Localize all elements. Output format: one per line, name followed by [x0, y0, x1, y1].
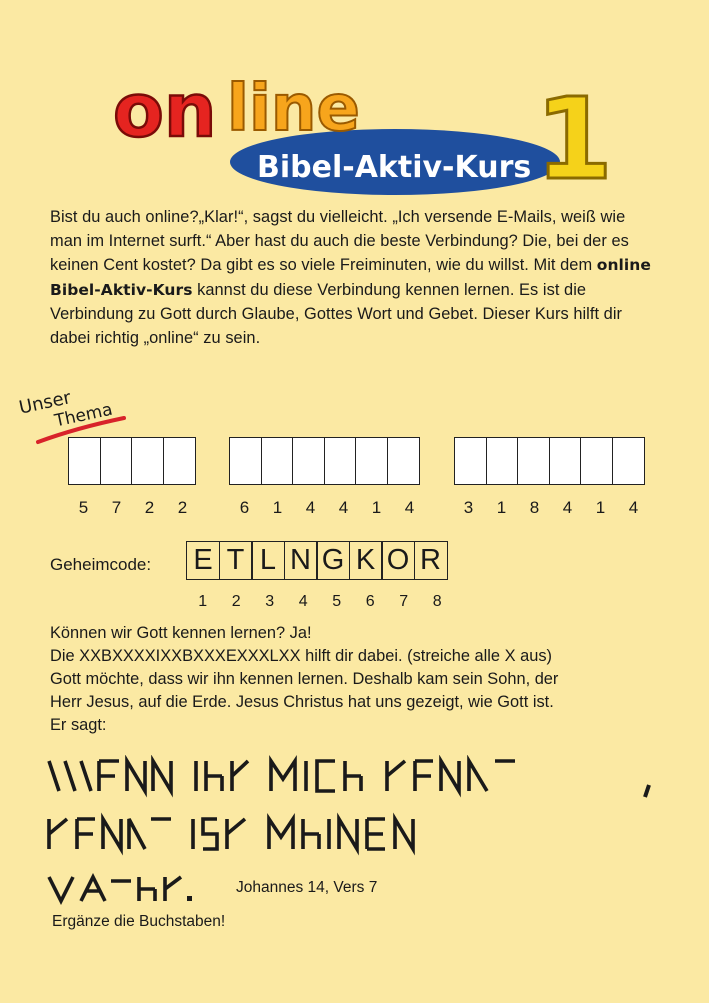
answer-boxes-word-1[interactable]	[68, 437, 194, 485]
puzzle-word-1	[49, 761, 171, 791]
logo-word-on: on	[113, 68, 217, 154]
answer-number: 8	[529, 498, 540, 517]
puzzle-word-7	[269, 819, 413, 849]
answer-number: 2	[177, 498, 188, 517]
intro-paragraph	[50, 205, 660, 350]
body-line: Gott möchte, dass wir ihn kennen lernen. Deshalb kam sein Sohn, der	[50, 670, 559, 688]
code-letter: L	[251, 541, 285, 580]
puzzle-word-2	[196, 761, 248, 791]
puzzle-word-3	[271, 761, 361, 791]
secret-code-numbers	[186, 593, 454, 611]
thema-word-thema: Thema	[52, 399, 115, 432]
task-instruction: Ergänze die Buchstaben!	[52, 913, 226, 930]
bible-reference: Johannes 14, Vers 7	[236, 879, 378, 896]
answer-box[interactable]	[387, 437, 420, 485]
intro-text-after: kannst du diese Verbindung kennen lernen. Es ist die Verbindung zu Gott durch Glaube, Gottes Wort und Gebet. Dieser Kurs hilft dir dabei richtig „online“ zu sein.	[50, 280, 623, 348]
intro-course-name: online Bibel-Aktiv-Kurs	[50, 256, 651, 299]
code-letter: N	[284, 541, 318, 580]
logo-graphic	[105, 58, 625, 198]
answer-numbers-word-1	[67, 498, 199, 518]
answer-number: 7	[111, 498, 122, 517]
code-number: 7	[399, 593, 409, 610]
code-letter: K	[349, 541, 383, 580]
puzzle-comma	[645, 785, 649, 797]
code-number: 2	[231, 593, 241, 610]
puzzle-word-6	[193, 819, 245, 849]
body-line: Die XXBXXXXIXXBXXXEXXXLXX hilft dir dabei. (streiche alle X aus)	[50, 647, 552, 665]
answer-boxes-word-3[interactable]	[454, 437, 643, 485]
answer-number: 4	[338, 498, 349, 517]
answer-number: 4	[562, 498, 573, 517]
body-line: Er sagt:	[50, 716, 107, 734]
answer-box[interactable]	[131, 437, 164, 485]
puzzle-word-4	[387, 761, 515, 791]
answer-box[interactable]	[517, 437, 550, 485]
answer-box[interactable]	[292, 437, 325, 485]
secret-code-letters	[186, 541, 446, 580]
code-letter: O	[381, 541, 415, 580]
answer-number: 1	[272, 498, 283, 517]
body-line: Können wir Gott kennen lernen? Ja!	[50, 624, 312, 642]
logo-word-line: line	[227, 72, 360, 146]
answer-numbers-word-3	[452, 498, 650, 518]
answer-box[interactable]	[229, 437, 262, 485]
secret-code-label: Geheimcode:	[50, 555, 152, 574]
puzzle-word-5	[49, 819, 171, 849]
answer-box[interactable]	[486, 437, 519, 485]
code-number: 6	[365, 593, 375, 610]
body-paragraph	[50, 622, 662, 737]
code-number: 3	[265, 593, 275, 610]
logo-number: 1	[535, 75, 613, 198]
answer-box[interactable]	[100, 437, 133, 485]
body-line: Herr Jesus, auf die Erde. Jesus Christus hat uns gezeigt, wie Gott ist.	[50, 693, 554, 711]
course-logo	[105, 58, 625, 198]
answer-box[interactable]	[454, 437, 487, 485]
answer-number: 5	[78, 498, 89, 517]
answer-box[interactable]	[549, 437, 582, 485]
answer-box[interactable]	[324, 437, 357, 485]
code-letter: G	[316, 541, 350, 580]
answer-box[interactable]	[261, 437, 294, 485]
answer-number: 1	[496, 498, 507, 517]
answer-number: 1	[595, 498, 606, 517]
answer-box[interactable]	[355, 437, 388, 485]
code-letter: R	[414, 541, 448, 580]
answer-box[interactable]	[580, 437, 613, 485]
answer-number: 4	[628, 498, 639, 517]
code-number: 4	[298, 593, 308, 610]
logo-subtitle: Bibel-Aktiv-Kurs	[257, 150, 532, 185]
answer-number: 6	[239, 498, 250, 517]
code-number: 5	[332, 593, 342, 610]
answer-boxes-word-2[interactable]	[229, 437, 418, 485]
answer-number: 4	[404, 498, 415, 517]
answer-box[interactable]	[612, 437, 645, 485]
answer-number: 1	[371, 498, 382, 517]
answer-numbers-word-2	[228, 498, 426, 518]
answer-box[interactable]	[68, 437, 101, 485]
answer-box[interactable]	[163, 437, 196, 485]
code-number: 1	[198, 593, 208, 610]
code-letter: E	[186, 541, 220, 580]
intro-text-before: Bist du auch online?„Klar!“, sagst du vielleicht. „Ich versende E-Mails, weiß wie man im Internet surft.“ Aber hast du auch die beste Verbindung? Die, bei der es keinen Cent kostet? Da gibt es so viele Freiminuten, wie du willst. Mit dem	[50, 208, 629, 275]
puzzle-period	[187, 896, 192, 901]
code-letter: T	[219, 541, 253, 580]
answer-number: 2	[144, 498, 155, 517]
thema-word-unser: Unser	[17, 387, 73, 419]
answer-number: 3	[463, 498, 474, 517]
puzzle-word-8	[49, 877, 181, 901]
code-number: 8	[432, 593, 442, 610]
answer-number: 4	[305, 498, 316, 517]
